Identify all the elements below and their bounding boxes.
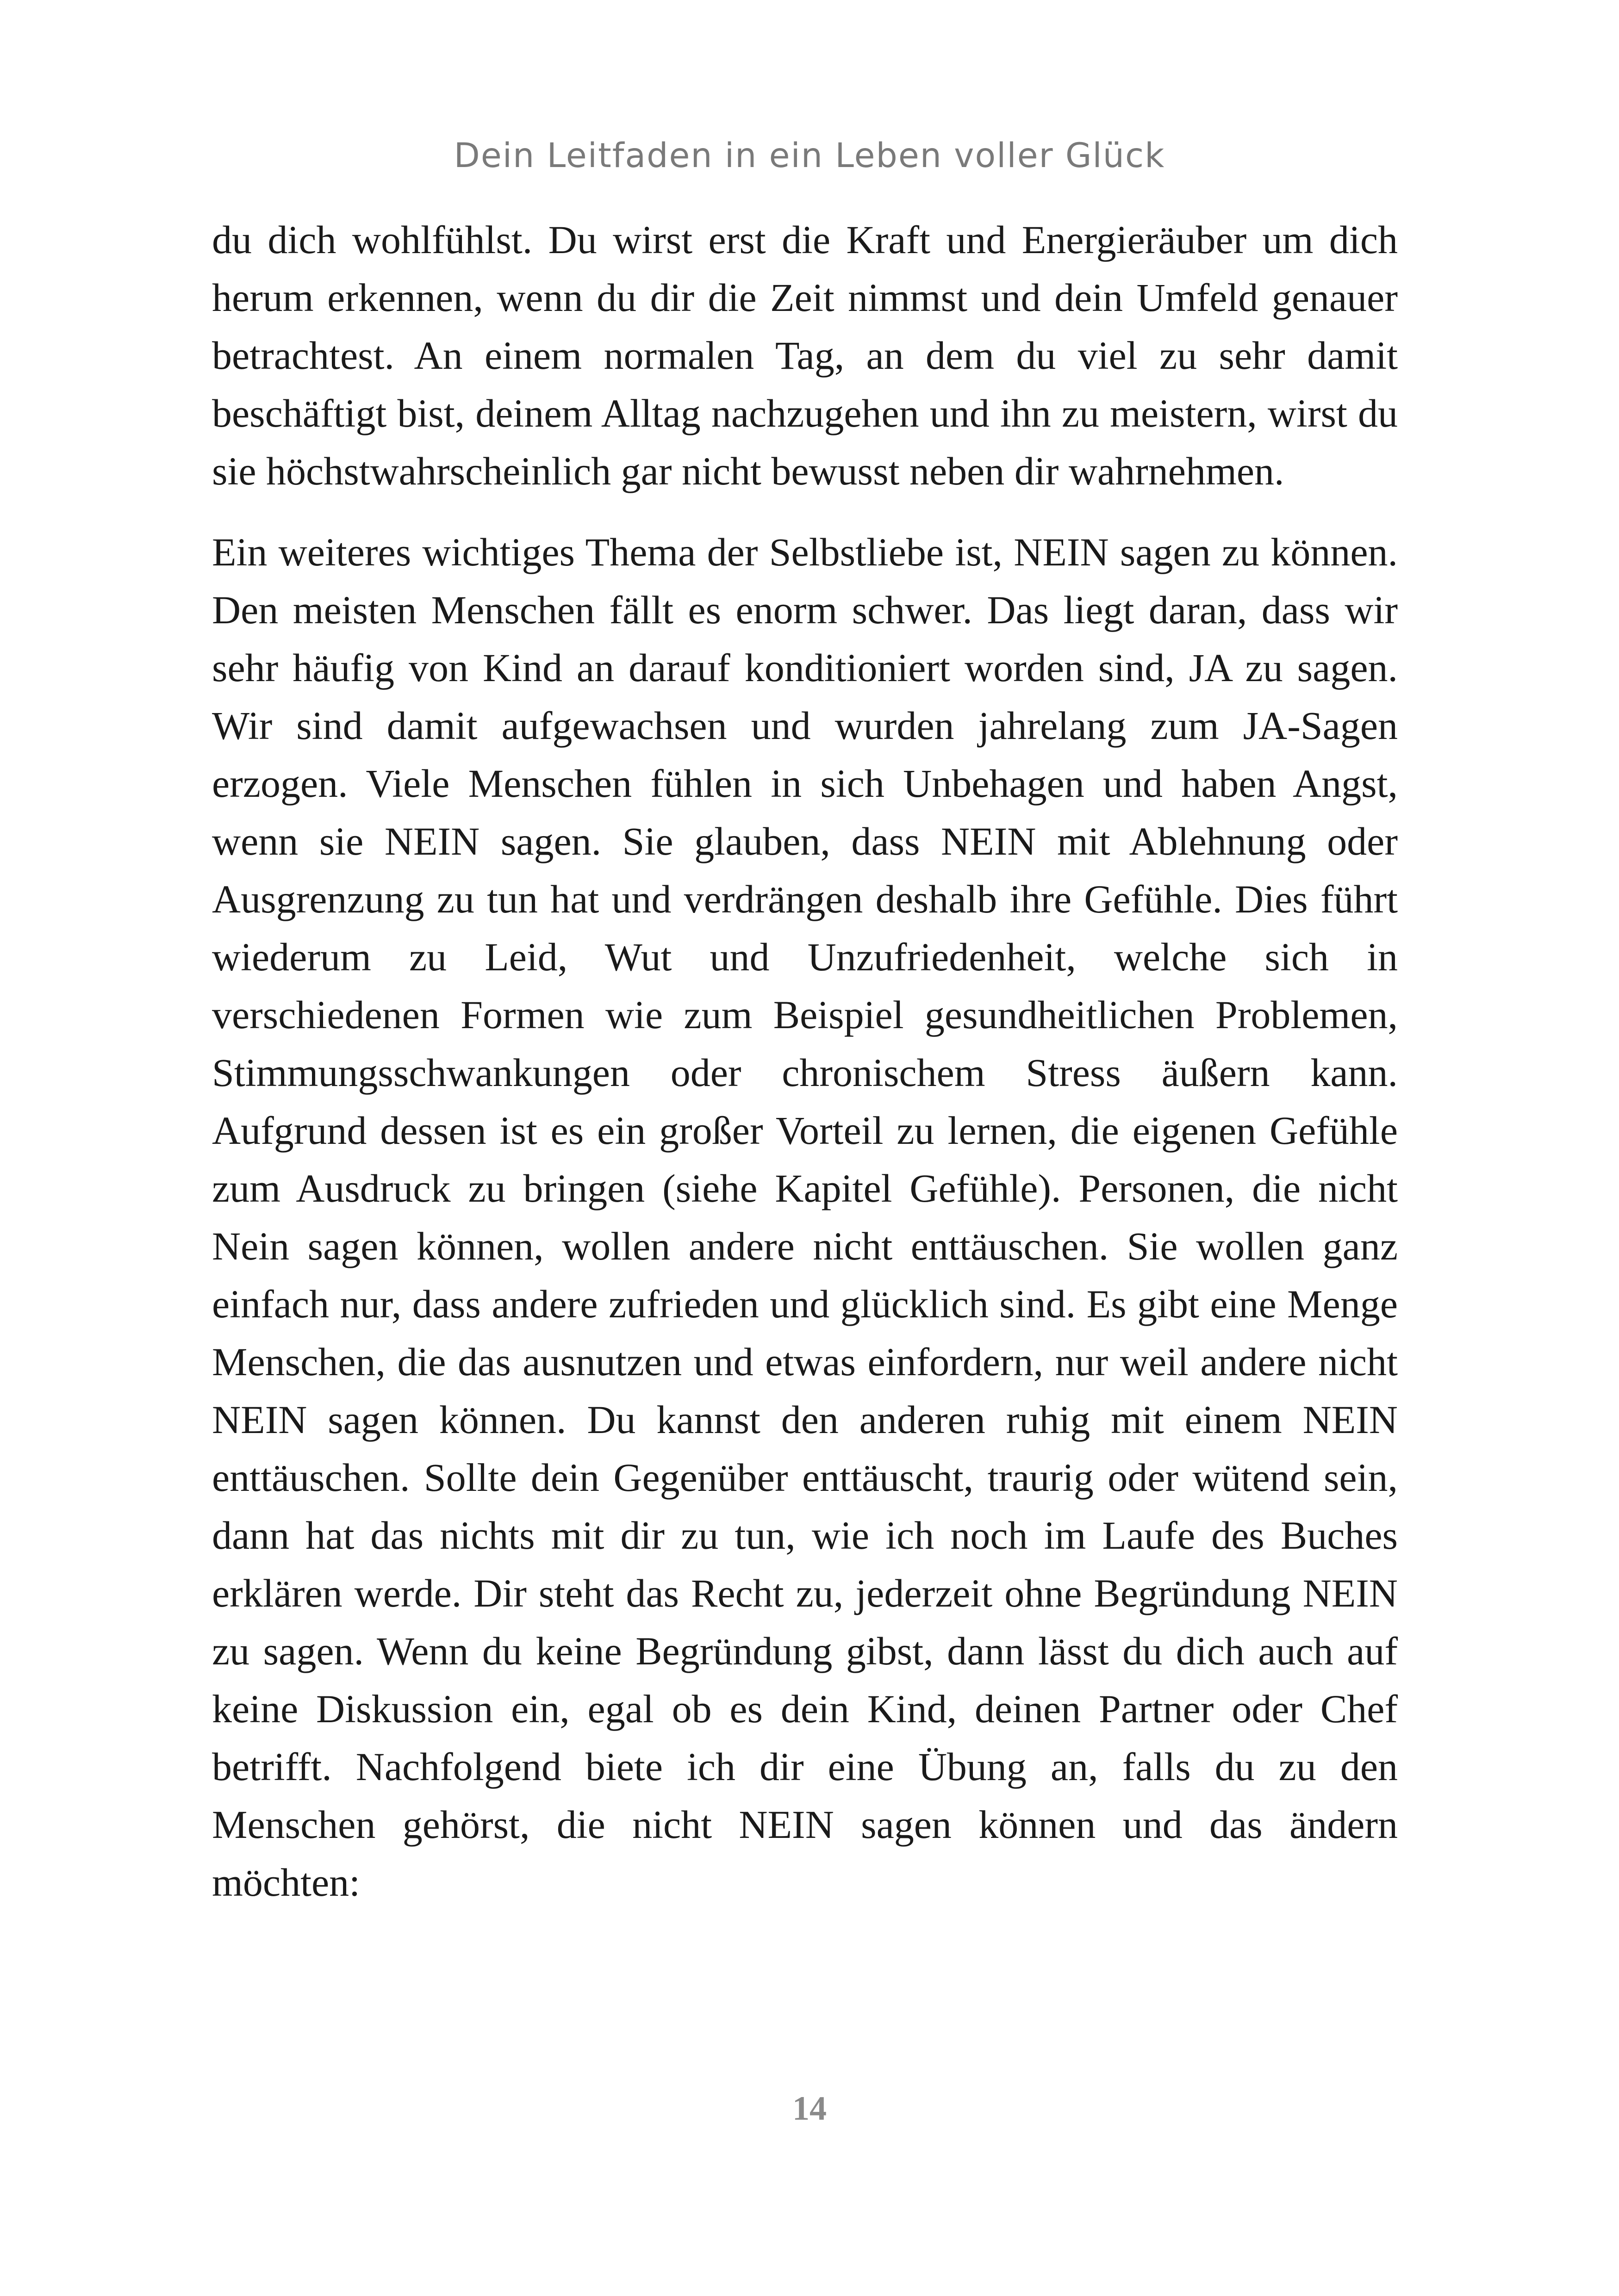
body-text — [212, 211, 1398, 1911]
page-number: 14 — [792, 2090, 827, 2128]
paragraph-1: du dich wohlfühlst. Du wirst erst die Kraft und Energieräuber um dich herum erkennen, wenn du dir die Zeit nimmst und dein Umfeld genauer betrachtest. An einem normalen Tag, an dem du viel zu sehr damit beschäftigt bist, deinem Alltag nachzugehen und ihn zu meistern, wirst du sie höchstwahrscheinlich gar nicht bewusst neben dir wahrnehmen. — [212, 217, 1398, 493]
running-header-title: Dein Leitfaden in ein Leben voller Glück — [454, 136, 1165, 175]
paragraph-2: Ein weiteres wichtiges Thema der Selbstliebe ist, NEIN sagen zu können. Den meisten Menschen fällt es enorm schwer. Das liegt daran, dass wir sehr häufig von Kind an darauf konditioniert worden sind, JA zu sagen. Wir sind damit aufgewachsen und wurden jahrelang zum JA-Sagen erzogen. Viele Menschen fühlen in sich Unbehagen und haben Angst, wenn sie NEIN sagen. Sie glauben, dass NEIN mit Ablehnung oder Ausgrenzung zu tun hat und verdrängen deshalb ihre Gefühle. Dies führt wiederum zu Leid, Wut und Unzufriedenheit, welche sich in verschiedenen Formen wie zum Beispiel gesundheitlichen Problemen, Stimmungsschwankungen oder chronischem Stress äußern kann. Aufgrund dessen ist es ein großer Vorteil zu lernen, die eigenen Gefühle zum Ausdruck zu bringen (siehe Kapitel Gefühle). Personen, die nicht Nein sagen können, wollen andere nicht enttäuschen. Sie wollen ganz einfach nur, dass andere zufrieden und glücklich sind. Es gibt eine Menge Menschen, die das ausnutzen und etwas einfordern, nur weil andere nicht NEIN sagen können. Du kannst den anderen ruhig mit einem NEIN enttäuschen. Sollte dein Gegenüber enttäuscht, traurig oder wütend sein, dann hat das nichts mit dir zu tun, wie ich noch im Laufe des Buches erklären werde. Dir steht das Recht zu, jederzeit ohne Begründung NEIN zu sagen. Wenn du keine Begründung gibst, dann lässt du dich auch auf keine Diskussion ein, egal ob es dein Kind, deinen Partner oder Chef betrifft. Nachfolgend biete ich dir eine Übung an, falls du zu den Menschen gehörst, die nicht NEIN sagen können und das ändern möchten: — [212, 530, 1398, 1905]
